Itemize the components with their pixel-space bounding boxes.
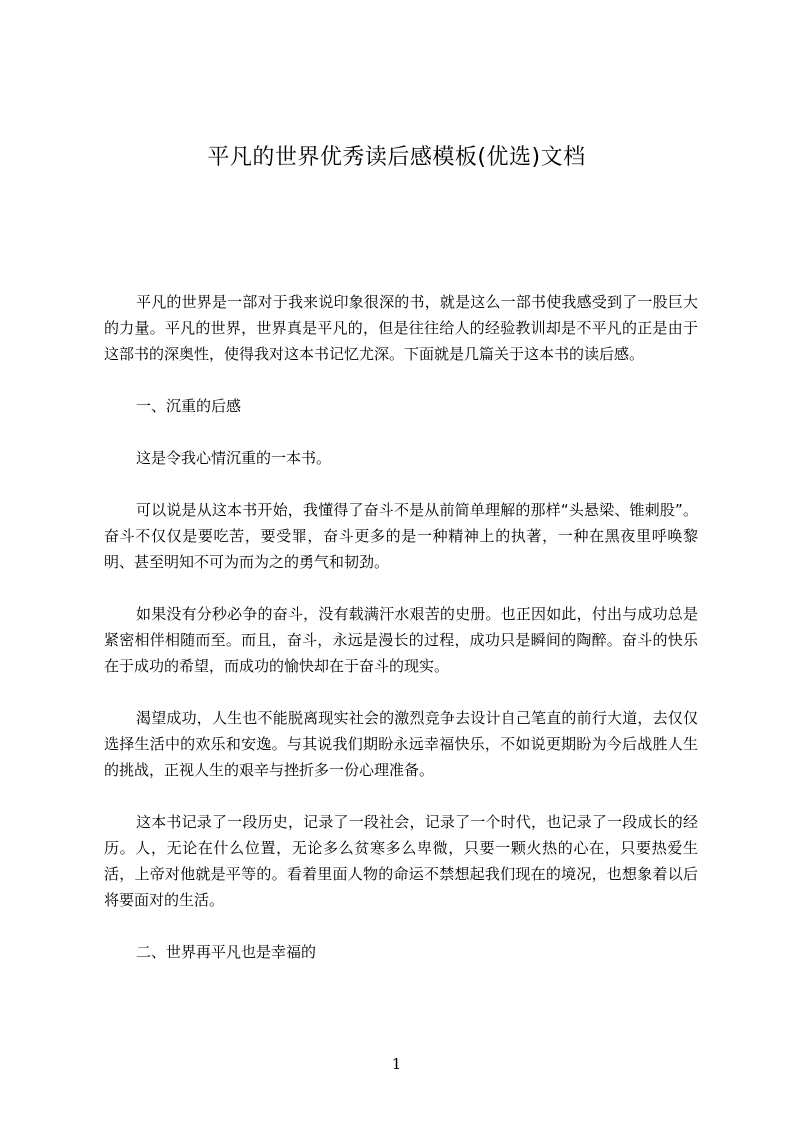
paragraph-1: 这是令我心情沉重的一本书。	[136, 449, 332, 467]
paragraph-5: 这本书记录了一段历史，记录了一段社会，记录了一个时代，也记录了一段成长的经历。人，无论在什么位置，无论多么贫寒多么卑微，只要一颗火热的心在，只要热爱生活，上帝对他就是平等的。看着里面人物的命运不禁想起我们现在的境况，也想象着以后将要面对的生活。	[104, 813, 698, 909]
section-heading-1: 一、沉重的后感	[136, 397, 242, 415]
page-number: 1	[391, 1055, 402, 1073]
paragraph-2: 可以说是从这本书开始，我懂得了奋斗不是从前简单理解的那样“头悬梁、锥刺股”。奋斗不仅仅是要吃苦，要受罪，奋斗更多的是一种精神上的执著，一种在黑夜里呼唤黎明、甚至明知不可为而为之的勇气和韧劲。	[104, 501, 698, 571]
paragraph-3: 如果没有分秒必争的奋斗，没有载满汗水艰苦的史册。也正因如此，付出与成功总是紧密相伴相随而至。而且，奋斗，永远是漫长的过程，成功只是瞬间的陶醉。奋斗的快乐在于成功的希望，而成功的愉快却在于奋斗的现实。	[104, 605, 698, 675]
section-heading-2: 二、世界再平凡也是幸福的	[136, 943, 317, 961]
paragraph-4: 渴望成功，人生也不能脱离现实社会的激烈竞争去设计自己笔直的前行大道，去仅仅选择生活中的欢乐和安逸。与其说我们期盼永远幸福快乐，不如说更期盼为今后战胜人生的挑战，正视人生的艰辛与挫折多一份心理准备。	[104, 709, 698, 779]
document-title: 平凡的世界优秀读后感模板(优选)文档	[207, 145, 586, 170]
intro-paragraph: 平凡的世界是一部对于我来说印象很深的书，就是这么一部书使我感受到了一股巨大的力量。平凡的世界，世界真是平凡的，但是往往给人的经验教训却是不平凡的正是由于这部书的深奥性，使得我对这本书记忆尤深。下面就是几篇关于这本书的读后感。	[104, 293, 698, 363]
document-body	[104, 289, 698, 991]
